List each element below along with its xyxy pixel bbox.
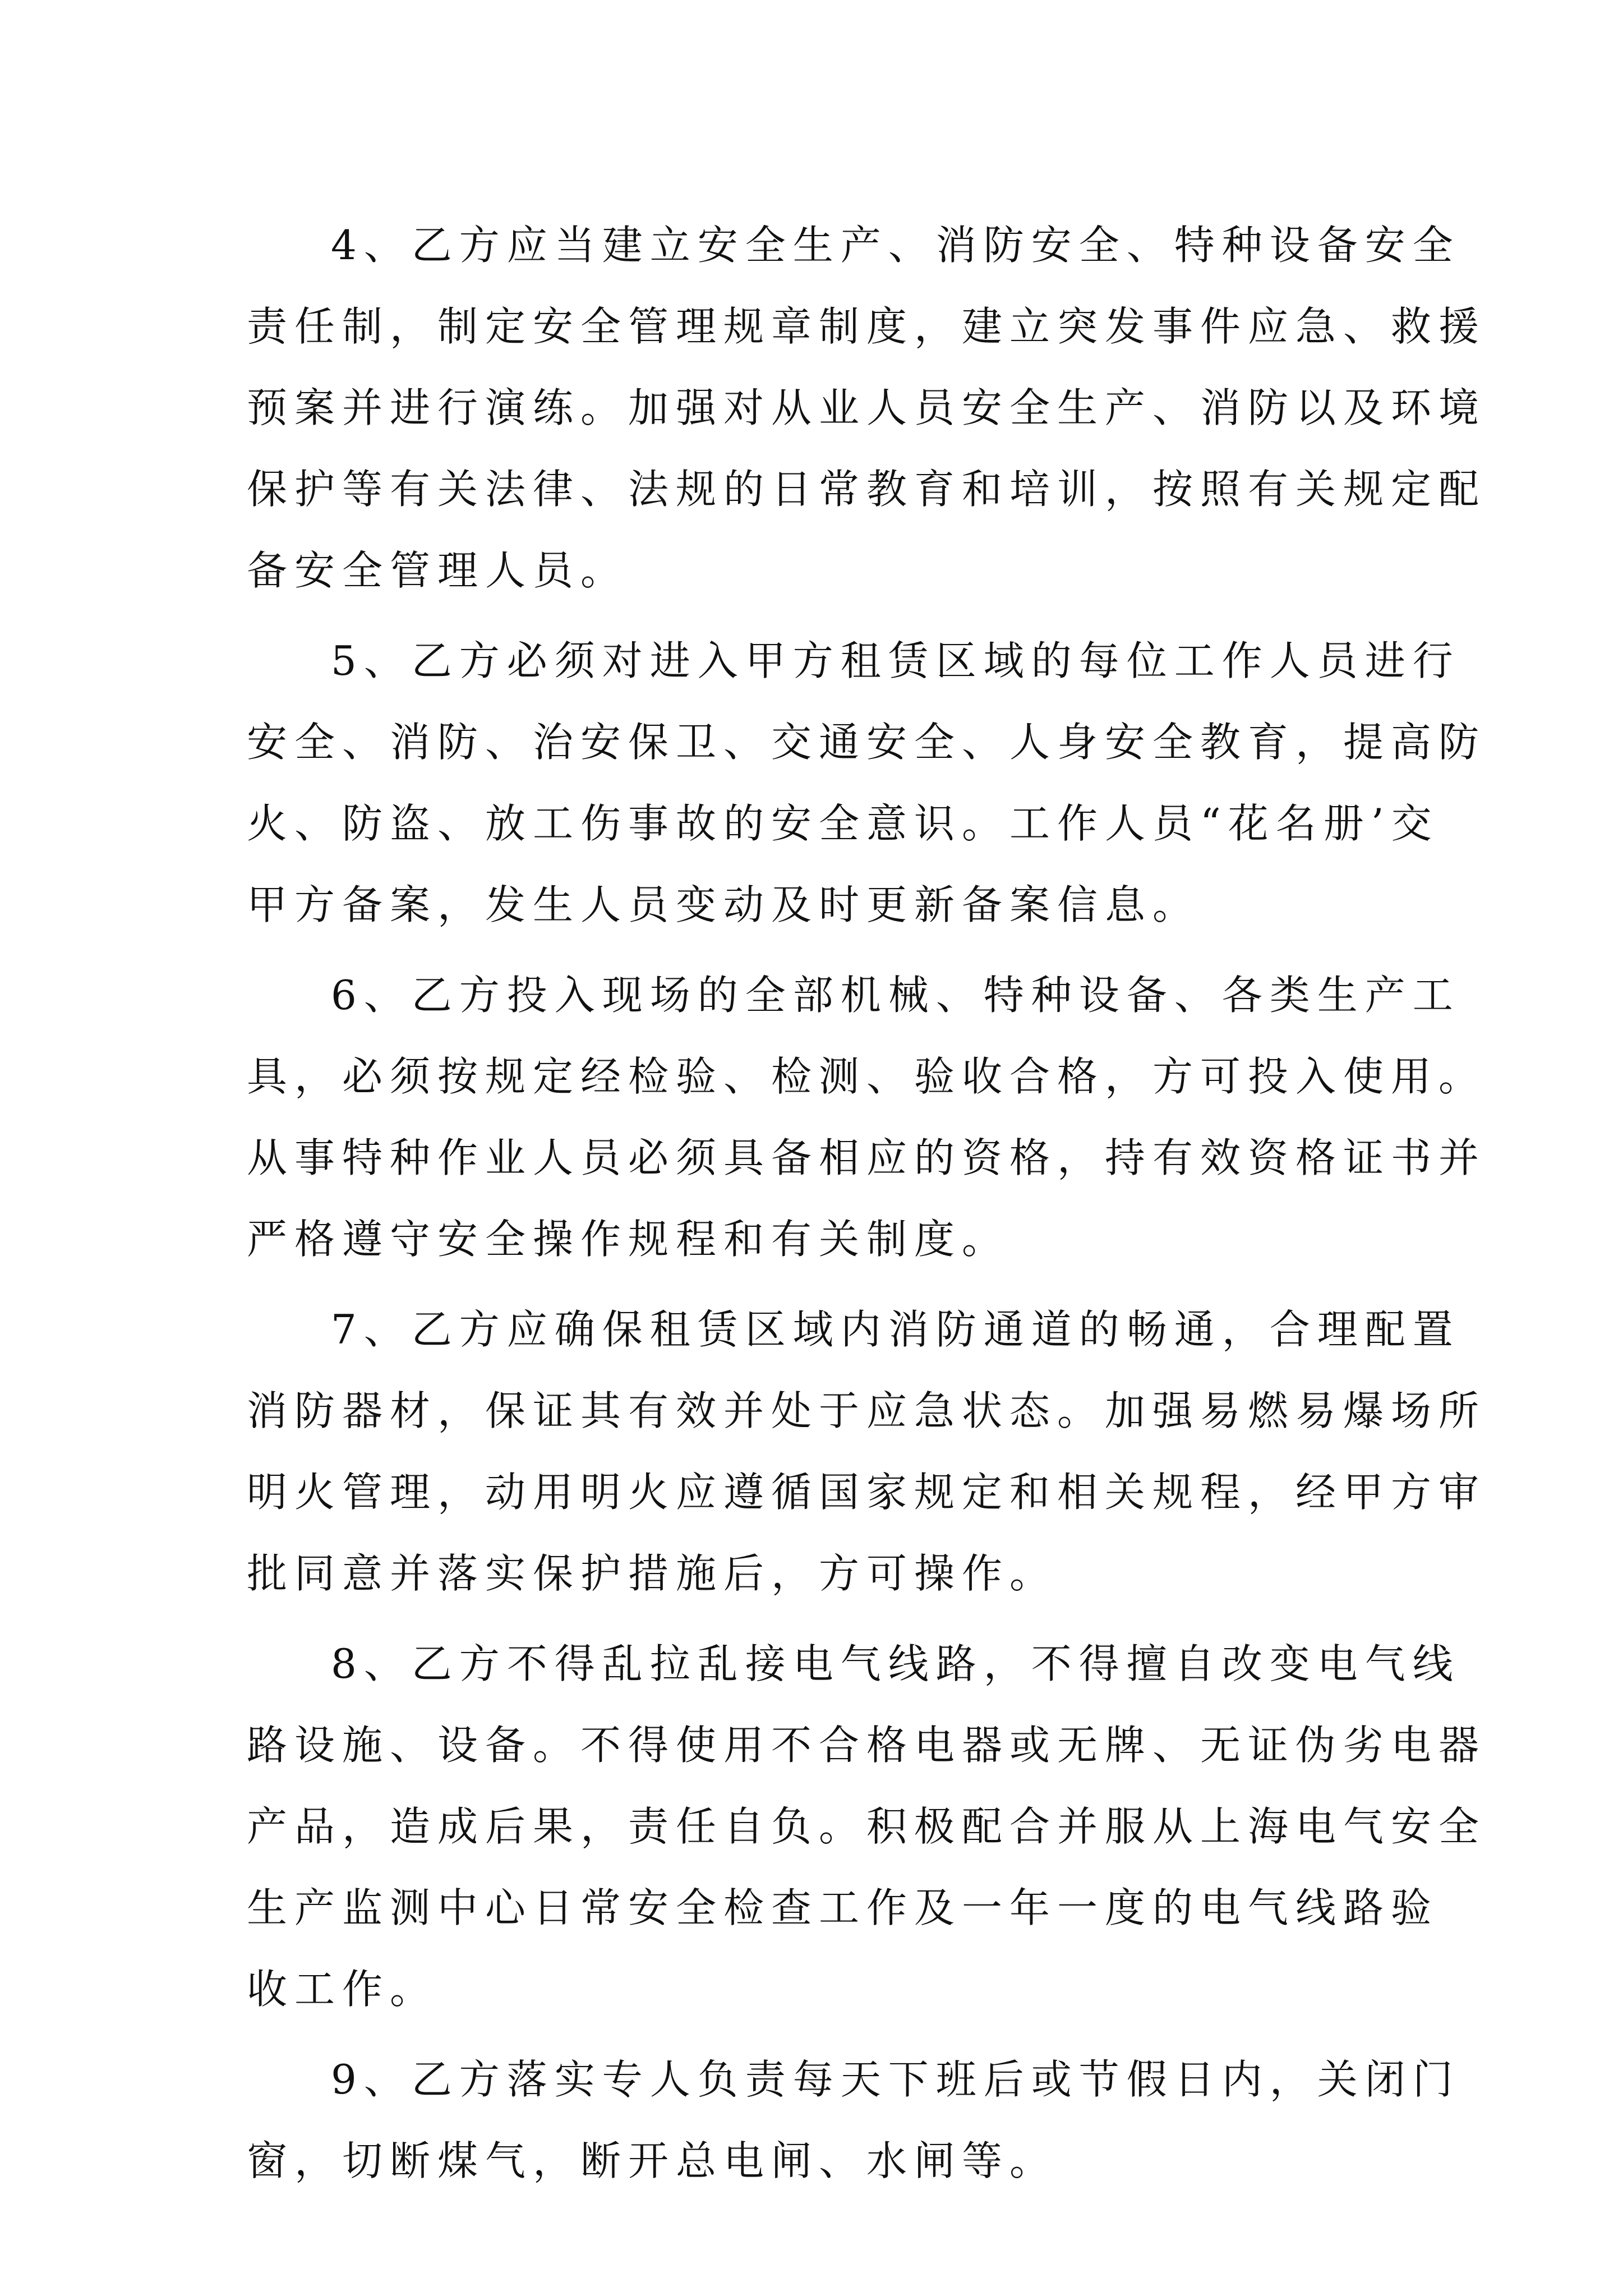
paragraph-7: [247, 1289, 1487, 1614]
paragraph-spacer: [247, 1614, 1391, 1623]
paragraph-4: [247, 205, 1487, 611]
paragraph-line: 8、乙方不得乱拉乱接电气线路，不得擅自改变电气线: [331, 1640, 1460, 1687]
paragraph-line: 7、乙方应确保租赁区域内消防通道的畅通，合理配置: [331, 1306, 1460, 1353]
paragraph-spacer: [247, 946, 1391, 955]
paragraph-spacer: [247, 611, 1391, 620]
paragraph-line: 4、乙方应当建立安全生产、消防安全、特种设备安全: [331, 222, 1460, 269]
paragraph-line: 产品，造成后果，责任自负。积极配合并服从上海电气安全: [247, 1803, 1487, 1850]
paragraph-line: 保护等有关法律、法规的日常教育和培训，按照有关规定配: [247, 466, 1487, 513]
paragraph-6: [247, 955, 1487, 1280]
paragraph-line: 备安全管理人员。: [247, 547, 629, 594]
paragraph-line: 批同意并落实保护措施后，方可操作。: [247, 1550, 1058, 1597]
paragraph-line: 9、乙方落实专人负责每天下班后或节假日内，关闭门: [331, 2056, 1460, 2103]
paragraph-line: 消防器材，保证其有效并处于应急状态。加强易燃易爆场所: [247, 1387, 1487, 1434]
paragraph-line: 6、乙方投入现场的全部机械、特种设备、各类生产工: [331, 972, 1460, 1019]
paragraph-line: 火、防盗、放工伤事故的安全意识。工作人员“花名册’交: [247, 800, 1439, 847]
paragraph-line: 明火管理，动用明火应遵循国家规定和相关规程，经甲方审: [247, 1469, 1487, 1516]
paragraph-spacer: [247, 2030, 1391, 2039]
paragraph-line: 5、乙方必须对进入甲方租赁区域的每位工作人员进行: [331, 637, 1460, 684]
paragraph-line: 责任制，制定安全管理规章制度，建立突发事件应急、救援: [247, 303, 1487, 350]
paragraph-line: 预案并进行演练。加强对从业人员安全生产、消防以及环境: [247, 384, 1487, 431]
paragraph-9: [247, 2039, 1460, 2202]
paragraph-line: 窗，切断煤气，断开总电闸、水闸等。: [247, 2137, 1058, 2184]
paragraph-8: [247, 1623, 1487, 2030]
paragraph-line: 从事特种作业人员必须具备相应的资格，持有效资格证书并: [247, 1134, 1487, 1181]
paragraph-line: 甲方备案，发生人员变动及时更新备案信息。: [247, 881, 1201, 928]
paragraph-5: [247, 620, 1487, 946]
paragraph-line: 收工作。: [247, 1966, 438, 2013]
document-body: [247, 205, 1487, 2202]
paragraph-line: 生产监测中心日常安全检查工作及一年一度的电气线路验: [247, 1884, 1439, 1931]
paragraph-line: 安全、消防、治安保卫、交通安全、人身安全教育，提高防: [247, 719, 1487, 766]
paragraph-line: 路设施、设备。不得使用不合格电器或无牌、无证伪劣电器: [247, 1722, 1487, 1769]
paragraph-line: 严格遵守安全操作规程和有关制度。: [247, 1216, 1010, 1263]
paragraph-line: 具，必须按规定经检验、检测、验收合格，方可投入使用。: [247, 1053, 1487, 1100]
paragraph-spacer: [247, 1280, 1391, 1289]
